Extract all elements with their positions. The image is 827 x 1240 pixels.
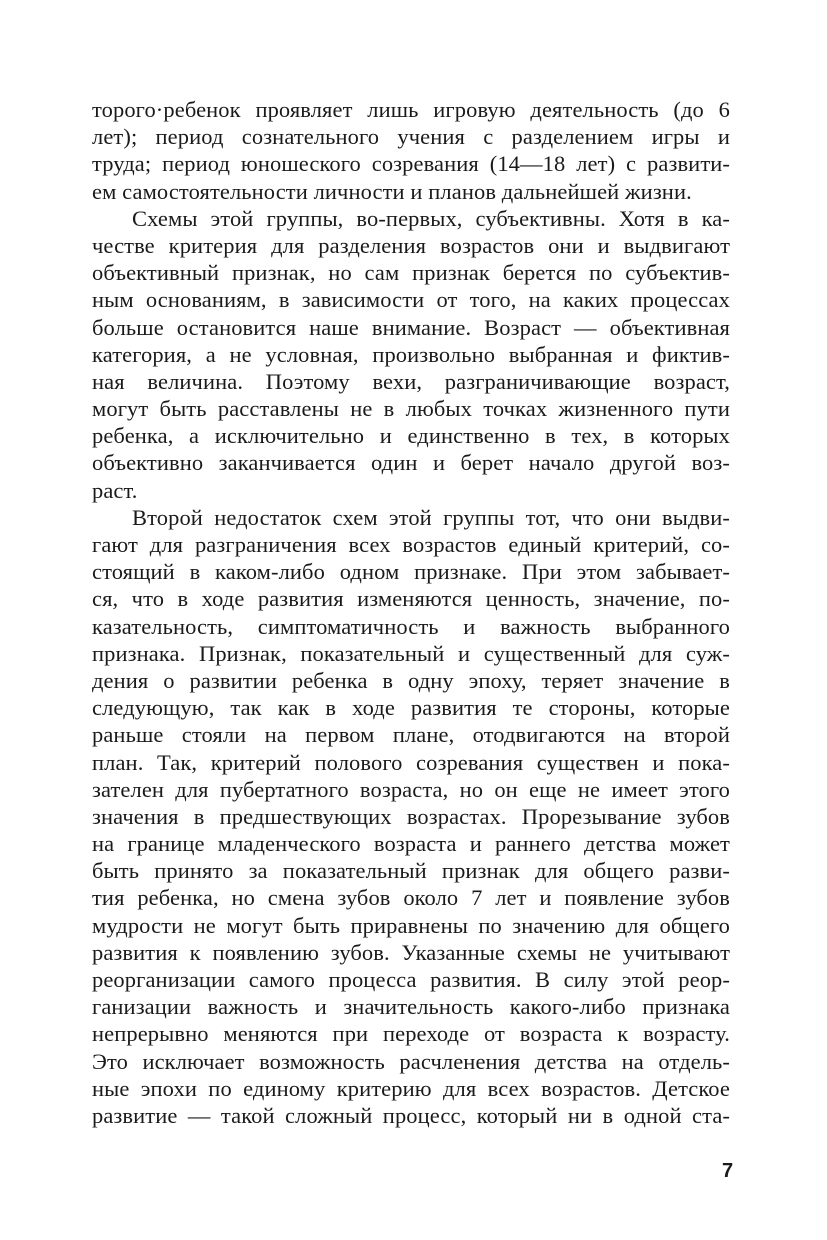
text-line: ганизации важность и значительность какого-либо признака bbox=[92, 994, 730, 1020]
text-line: признака. Признак, показательный и существенный для суж- bbox=[92, 640, 730, 666]
text-line: развития к появлению зубов. Указанные схемы не учитывают bbox=[92, 939, 730, 965]
text-line: непрерывно меняются при переходе от возраста к возрасту. bbox=[92, 1021, 730, 1047]
text-line: труда; период юношеского созревания (14—18 лет) с развити- bbox=[92, 151, 730, 177]
text-line: могут быть расставлены не в любых точках жизненного пути bbox=[92, 396, 730, 422]
text-line: тия ребенка, но смена зубов около 7 лет и появление зубов bbox=[92, 885, 730, 911]
text-line: торого·ребенок проявляет лишь игровую деятельность (до 6 bbox=[92, 97, 730, 122]
text-line: дения о развитии ребенка в одну эпоху, теряет значение в bbox=[92, 667, 730, 693]
text-line: план. Так, критерий полового созревания существен и пока- bbox=[92, 749, 730, 775]
text-line: быть принято за показательный признак для общего разви- bbox=[92, 858, 730, 884]
text-line: на границе младенческого возраста и раннего детства может bbox=[92, 831, 730, 857]
text-line: раньше стояли на первом плане, отодвигаются на второй bbox=[92, 722, 730, 748]
paragraph-2 bbox=[92, 205, 730, 504]
text-line: ная величина. Поэтому вехи, разграничивающие возраст, bbox=[92, 368, 730, 394]
text-line: казательность, симптоматичность и важность выбранного bbox=[92, 613, 730, 639]
text-line: раст. bbox=[92, 477, 138, 503]
text-line: ным основаниям, в зависимости от того, на каких процессах bbox=[92, 287, 730, 313]
text-line: ребенка, а исключительно и единственно в тех, в которых bbox=[92, 423, 730, 449]
text-line: мудрости не могут быть приравнены по значению для общего bbox=[92, 912, 730, 938]
text-line: ся, что в ходе развития изменяются ценность, значение, по- bbox=[92, 586, 730, 612]
text-line: ные эпохи по единому критерию для всех возрастов. Детское bbox=[92, 1075, 730, 1101]
text-line: развитие — такой сложный процесс, который ни в одной ста- bbox=[92, 1102, 730, 1128]
text-line: стоящий в каком-либо одном признаке. При этом забывает- bbox=[92, 559, 730, 585]
text-line: Второй недостаток схем этой группы тот, что они выдви- bbox=[132, 504, 730, 530]
text-line: зателен для пубертатного возраста, но он еще не имеет этого bbox=[92, 776, 730, 802]
text-line: реорганизации самого процесса развития. В силу этой реор- bbox=[92, 967, 730, 992]
text-line: лет); период сознательного учения с разделением игры и bbox=[92, 124, 730, 150]
text-line: объективный признак, но сам признак берется по субъектив- bbox=[92, 260, 730, 286]
text-line: гают для разграничения всех возрастов единый критерий, со- bbox=[92, 532, 730, 557]
page-body bbox=[92, 96, 730, 1129]
text-line: категория, а не условная, произвольно выбранная и фиктив- bbox=[92, 341, 730, 367]
text-line: ем самостоятельности личности и планов дальнейшей жизни. bbox=[92, 178, 692, 204]
paragraph-1 bbox=[92, 96, 730, 205]
text-line: следующую, так как в ходе развития те стороны, которые bbox=[92, 695, 730, 721]
text-line: объективно заканчивается один и берет начало другой воз- bbox=[92, 450, 730, 476]
paragraph-3 bbox=[92, 504, 730, 1129]
text-line: Это исключает возможность расчленения детства на отдель- bbox=[92, 1048, 730, 1074]
text-line: значения в предшествующих возрастах. Прорезывание зубов bbox=[92, 803, 730, 829]
text-line: Схемы этой группы, во-первых, субъективны. Хотя в ка- bbox=[132, 205, 730, 231]
text-line: честве критерия для разделения возрастов они и выдвигают bbox=[92, 232, 730, 258]
text-line: больше остановится наше внимание. Возраст — объективная bbox=[92, 314, 730, 340]
page-number: 7 bbox=[722, 1160, 734, 1182]
